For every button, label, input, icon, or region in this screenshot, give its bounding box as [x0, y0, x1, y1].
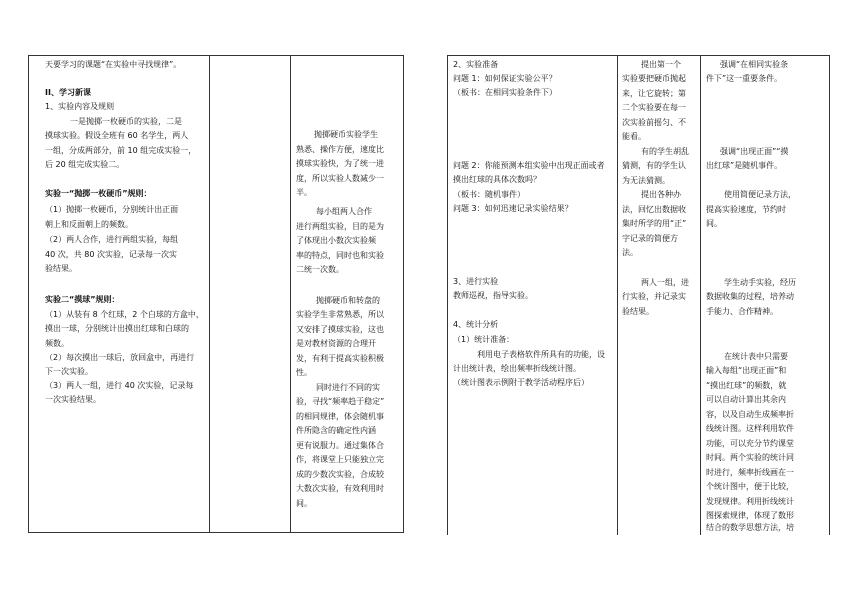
right-col2-line: 验结果。: [622, 307, 654, 316]
left-table-divider-1: [209, 55, 210, 533]
right-col3-line: 结合的数学思想方法，培: [706, 523, 794, 532]
right-col3-line: 手能力、合作精神。: [706, 307, 778, 316]
right-col2-line: 能看。: [622, 132, 646, 141]
left-col3-line: 每小组两人合作: [316, 207, 372, 216]
right-col1-line: 问题 3：如何迅速记录实验结果？: [453, 204, 573, 213]
right-col2-line: 来，让它旋转；第: [622, 89, 686, 98]
left-table-divider-2: [290, 55, 291, 533]
left-col3-line: 更有说服力。通过集体合: [296, 441, 384, 450]
right-table-right-border: [829, 55, 830, 535]
left-col3-line: 作，将课堂上只能独立完: [296, 455, 384, 464]
right-col3-line: 时进行，频率折线画在一: [706, 468, 794, 477]
left-col1-line: （1）从装有 8 个红球，2 个白球的方盒中，: [45, 310, 204, 319]
right-col2-line: 集时所学的用“正”: [622, 219, 687, 228]
right-col3-line: 功能，可以充分节约课堂: [706, 439, 794, 448]
right-col1-line: 摸出红球的具体次数吗？: [453, 175, 541, 184]
left-col3-line: 成的少数次实验，合成较: [296, 470, 384, 479]
right-col3-line: 输入每组“出现正面”和: [706, 366, 787, 375]
left-col3-line: 率的特点，同时也和实验: [296, 251, 384, 260]
left-col3-line: 进行两组实验，目的是为: [296, 222, 384, 231]
right-col2-line: 行实验，并记录实: [622, 292, 686, 301]
right-table-divider-1: [617, 55, 618, 535]
right-col2-line: 猜测，有的学生认: [622, 161, 686, 170]
experiment-2-heading: 实验二“摸球”规则：: [45, 295, 120, 304]
left-col3-line: 件所隐含的确定性内涵: [296, 426, 376, 435]
section-heading: II、学习新课: [45, 88, 91, 97]
right-col2-line: 提出第一个: [641, 60, 681, 69]
right-col2-line: 次实验前摇匀、不: [622, 118, 686, 127]
left-col3-line: 的相同规律，体会随机事: [296, 412, 384, 421]
experiment-1-heading: 实验一“抛掷一枚硬币”规则：: [45, 189, 152, 198]
right-table-left-border: [447, 55, 448, 535]
right-col3-line: 间。: [706, 219, 722, 228]
left-col1-line: 天要学习的课题“在实验中寻找规律”。: [45, 60, 182, 69]
right-col3-line: 提高实验速度，节约时: [706, 205, 786, 214]
right-col1-line: （1）统计准备：: [453, 335, 515, 344]
right-col3-line: 可以自动计算出其余内: [706, 395, 786, 404]
right-table-divider-2: [700, 55, 701, 535]
left-col1-line: 摸球实验。假设全班有 60 名学生，两人: [45, 131, 189, 140]
left-table-top-border: [28, 55, 404, 56]
right-col1-line: 3、进行实验: [453, 277, 499, 286]
right-col2-line: 二个实验要在每一: [622, 103, 686, 112]
left-table-left-border: [28, 55, 29, 533]
left-col3-line: 大数次实验，有效利用时: [296, 484, 384, 493]
left-col3-line: 间。: [296, 499, 312, 508]
left-col1-line: 下一次实验。: [45, 367, 93, 376]
left-col1-line: 1、实验内容及规则: [45, 102, 115, 111]
left-table-bottom-border: [28, 532, 404, 533]
right-col1-line: 2、实验准备: [453, 60, 499, 69]
right-col1-line: （板书：随机事件）: [453, 190, 525, 199]
right-col1-line: 计出统计表，绘出频率折线统计图。: [453, 364, 581, 373]
left-col3-line: 同时进行不同的实: [316, 383, 380, 392]
left-col3-line: 是对教材资源的合理开: [296, 339, 376, 348]
left-table-right-border: [403, 55, 404, 533]
left-col1-line: 40 次，共 80 次实验，记录每一次实: [45, 250, 177, 259]
right-col3-line: 强调“在相同实验条: [720, 60, 789, 69]
right-col3-line: 在统计表中只需要: [724, 352, 788, 361]
right-col1-line: 问题 2：你能预测本组实验中出现正面或者: [453, 161, 605, 170]
right-table-top-border: [447, 55, 830, 56]
left-col1-line: 一组，分成两部分，前 10 组完成实验一，: [45, 146, 197, 155]
left-col3-line: 熟悉、操作方便，速度比: [296, 145, 384, 154]
right-col1-line: 利用电子表格软件所具有的功能，设: [477, 350, 605, 359]
right-col3-line: 个统计图中，便于比较，: [706, 482, 794, 491]
left-col3-line: 二统一次数。: [296, 265, 344, 274]
right-col1-line: （统计图表示例附于教学活动程序后）: [453, 378, 589, 387]
left-col1-line: 摸出一球，分别统计出摸出红球和白球的: [45, 324, 189, 333]
right-col3-line: 件下”这一重要条件。: [706, 74, 783, 83]
left-col1-line: （3）两人一组，进行 40 次实验，记录每: [45, 381, 194, 390]
left-col3-line: 抛掷硬币和转盘的: [316, 296, 380, 305]
right-col2-line: 为无法猜测。: [622, 176, 670, 185]
left-col3-line: 发，有利于提高实验积极: [296, 354, 384, 363]
left-col1-line: （2）每次摸出一球后，放回盒中，再进行: [45, 353, 195, 362]
right-col3-line: 线统计图。这样利用软件: [706, 424, 794, 433]
left-col3-line: 半。: [296, 188, 312, 197]
right-col2-line: 实验要把硬币抛起: [622, 74, 686, 83]
right-col1-line: 4、统计分析: [453, 320, 499, 329]
right-col1-line: （板书：在相同实验条件下）: [453, 88, 557, 97]
left-col1-line: （2）两人合作，进行两组实验，每组: [45, 235, 179, 244]
right-col2-line: 法，回忆出数据收: [622, 205, 686, 214]
right-col3-line: 图探索规律，体现了数形: [706, 511, 794, 520]
left-col1-line: 频数。: [45, 339, 69, 348]
left-col3-line: 度，所以实验人数减少一: [296, 174, 384, 183]
left-col3-line: 了体现出小数次实验频: [296, 236, 376, 245]
left-col3-line: 抛掷硬币实验学生: [314, 130, 378, 139]
right-col2-line: 两人一组，进: [641, 278, 689, 287]
left-col3-line: 实验学生非常熟悉，所以: [296, 310, 384, 319]
left-col1-line: 后 20 组完成实验二。: [45, 160, 125, 169]
right-col3-line: 容，以及自动生成频率折: [706, 410, 794, 419]
right-col1-line: 问题 1：如何保证实验公平？: [453, 74, 557, 83]
left-col3-line: 性。: [296, 368, 312, 377]
right-col2-line: 有的学生胡乱: [641, 147, 689, 156]
right-col3-line: 学生动手实验，经历: [724, 278, 796, 287]
right-col3-line: 使用简便记录方法，: [724, 190, 796, 199]
right-col3-line: 时间。两个实验的统计同: [706, 453, 794, 462]
right-col3-line: 强调“出现正面”“摸: [720, 147, 789, 156]
right-col3-line: “摸出红球”的频数，就: [706, 381, 787, 390]
left-col3-line: 验，寻找“频率趋于稳定”: [296, 397, 385, 406]
right-col2-line: 法。: [622, 248, 638, 257]
left-col1-line: 验结果。: [45, 264, 77, 273]
right-col3-line: 出红球”是随机事件。: [706, 161, 783, 170]
left-col1-line: （1）抛掷一枚硬币，分别统计出正面: [45, 205, 179, 214]
left-col1-line: 朝上和反面朝上的频数。: [45, 220, 133, 229]
left-col1-line: 一是抛掷一枚硬币的实验，二是: [70, 117, 182, 126]
left-col1-line: 一次实验结果。: [45, 395, 101, 404]
left-col3-line: 又安排了摸球实验，这也: [296, 325, 384, 334]
right-col2-line: 字记录的简便方: [622, 234, 678, 243]
right-col3-line: 数据收集的过程，培养动: [706, 292, 794, 301]
right-col2-line: 提出各种办: [641, 190, 681, 199]
right-col1-line: 教师巡视，指导实验。: [453, 291, 533, 300]
right-col3-line: 发现规律。利用折线统计: [706, 497, 794, 506]
left-col3-line: 摸球实验快，为了统一进: [296, 159, 384, 168]
